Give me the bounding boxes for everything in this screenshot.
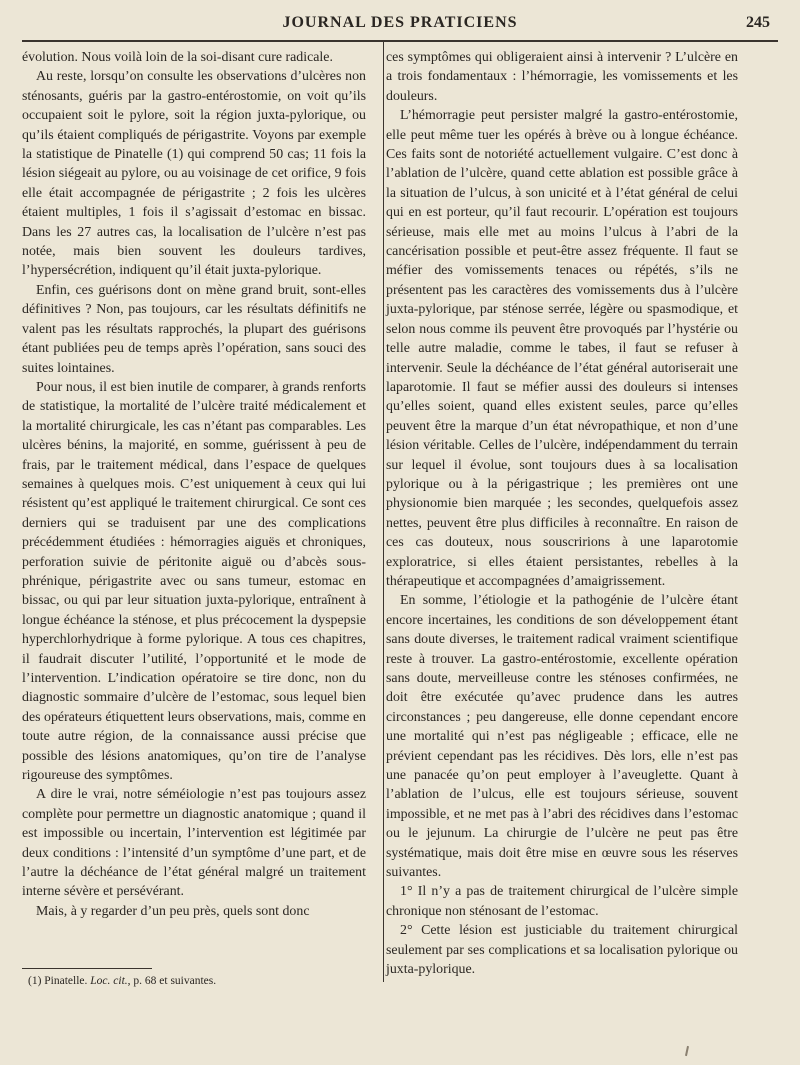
paragraph: Pour nous, il est bien inutile de comparer, à grands renforts de statistique, la mortalité de l’ulcère traité médicalement et la mortalité chirurgicale, les cas n’étant pas comparables. Les ulcères bénins, la majorité, en somme, guérissent à peu de frais, par le traitement médical, dans l’espace de quelques semaines à quelques mois. C’est uniquement à ceux qui lui résistent qu’est appliqué le traitement chirurgical. Ce sont ces derniers qui se traduisent par une des complications précédemment étudiées : hémorragies aiguës et chroniques, perforation suivie de péritonite aiguë ou d’abcès sous-phrénique, périgastrite avec ou sans tumeur, estomac en bissac, ou qui par leur situation juxta-pylorique, entraînent à longue échéance la sténose, et plus précocement la dyspepsie hyperchlorhydrique à forme pylorique. A tous ces chapitres, il faudrait discuter l’utilité, l’opportunité et le mode de l’intervention. L’indication opératoire se tire donc, non du diagnostic sommaire d’ulcère de l’estomac, sous lequel bien des opérateurs étiquettent leurs observations, mais, comme en toute autre région, de la connaissance aussi précise que possible des lésions anatomiques, qu’on tire de l’analyse rigoureuse des symptômes. bbox=[22, 379, 366, 784]
page-header bbox=[22, 10, 778, 38]
paragraph: Enfin, ces guérisons dont on mène grand bruit, sont-elles définitives ? Non, pas toujours, car les résultats définitifs ne valent pas les résultats rapprochés, la plupart des guérisons étant publiées peu de temps après l’opération, sans souci des suites lointaines. bbox=[22, 282, 366, 376]
right-column bbox=[386, 48, 738, 980]
paragraph: Au reste, lorsqu’on consulte les observations d’ulcères non sténosants, guéris par la gastro-entérostomie, on voit qu’ils occupaient soit le pylore, soit la région juxta-pylorique, ou qu’ils étaient compliqués de périgastrite. Voyons par exemple la statistique de Pinatelle (1) qui comprend 50 cas; 11 fois la lésion siégeait au pylore, ou au voisinage de cet orifice, 9 fois elle était accompagnée de périgastrite ; 2 fois les ulcères étaient multiples, 1 fois il s’agissait d’estomac en bissac. Dans les 27 autres cas, la localisation de l’ulcère n’est pas notée, mais bien souvent les douleurs tardives, l’hypersécrétion, indiquent qu’il était juxta-pylorique. bbox=[22, 69, 366, 279]
paragraph: évolution. Nous voilà loin de la soi-disant cure radicale. bbox=[22, 50, 333, 65]
footnote-marker: (1) Pinatelle. bbox=[28, 975, 88, 987]
footnote-rule bbox=[22, 968, 152, 969]
page-mark bbox=[685, 1046, 689, 1056]
left-column bbox=[22, 48, 366, 921]
column-divider bbox=[383, 42, 384, 982]
paragraph: A dire le vrai, notre séméiologie n’est pas toujours assez complète pour permettre un diagnostic anatomique ; quand il est impossible ou incertain, l’intervention est légitimée par deux conditions : l’intensité d’un symptôme d’une part, et de l’autre la déchéance de l’état général malgré un traitement interne sévère et persévérant. bbox=[22, 787, 366, 900]
paragraph: Mais, à y regarder d’un peu près, quels sont donc bbox=[36, 903, 310, 919]
page-number: 245 bbox=[746, 14, 770, 31]
paragraph: En somme, l’étiologie et la pathogénie de l’ulcère étant encore incertaines, les conditions de son développement étant sans doute diverses, le traitement radical vraiment scientifique reste à trouver. La gastro-entérostomie, excellente opération sans doute, merveilleuse contre les sténoses confirmées, ne doit être exécutée qu’avec prudence dans les autres circonstances ; peu dangereuse, elle donne cependant encore une mortalité qui n’est pas négligeable ; efficace, elle ne prévient cependant pas les récidives. Dès lors, elle n’est pas une panacée qu’on peut employer à l’aveuglette. Quant à l’ablation de l’ulcus, elle est toujours sérieuse, souvent impossible, et ne met pas à l’abri des récidives dans l’estomac ou le jejunum. La chirurgie de l’ulcère ne peut pas être systématique, mais doit être mise en œuvre sous les réserves suivantes. bbox=[386, 593, 738, 881]
paragraph: L’hémorragie peut persister malgré la gastro-entérostomie, elle peut même tuer les opérés à brève ou à longue échéance. Ces faits sont de notoriété actuellement vulgaire. C’est donc à l’ablation de l’ulcère, quand cette ablation est possible grâce à la situation de l’ulcus, à son unicité et à l’état général de celui qui en est porteur, qu’il faut recourir. L’opération est toujours sérieuse, mais elle met au moins l’ulcus à l’abri de la cancérisation possible et peut-être assez fréquente. Il faut se méfier des vomissements tenaces ou répétés, s’ils ne présentent pas les caractères des vomissements dus à l’ulcère juxta-pylorique, par sténose serrée, légère ou spasmodique, et selon nous comme ils peuvent être provoqués par l’hystérie ou telle autre maladie, comme le tabes, il faut se refuser à intervenir. Seule la déchéance de l’état général autoriserait une laparotomie. Il faut se méfier aussi des douleurs si intenses qu’elles soient, quand elles existent seules, parce qu’elles peuvent être la marque d’un état névropathique, et non d’une lésion véritable. Celles de l’ulcère, indépendamment du terrain sur lequel il évolue, sont toujours dues à sa localisation pylorique ou à la périgastrique ; les premières ont une physionomie bien marquée ; les secondes, quelquefois assez nettes, peuvent être plus difficiles à reconnaître. En raison de ces cas douteux, nous souscririons à une laparotomie exploratrice, si elles étaient persistantes, rebelles à la thérapeutique et accompagnées d’amaigrissement. bbox=[386, 108, 738, 589]
footnote bbox=[28, 974, 216, 988]
paragraph: ces symptômes qui obligeraient ainsi à intervenir ? L’ulcère en a trois fondamentaux : l’hémorragie, les vomissements et les douleurs. bbox=[386, 50, 738, 104]
paragraph: 2° Cette lésion est justiciable du traitement chirurgical seulement par ses complications et sa localisation pylorique ou juxta-pylorique. bbox=[386, 923, 738, 978]
paragraph: 1° Il n’y a pas de traitement chirurgical de l’ulcère simple chronique non sténosant de l’estomac. bbox=[386, 884, 738, 919]
header-rule bbox=[22, 40, 778, 42]
footnote-rest: , p. 68 et suivantes. bbox=[127, 975, 217, 987]
journal-title: JOURNAL DES PRATICIENS bbox=[282, 14, 518, 31]
footnote-source: Loc. cit. bbox=[90, 975, 128, 987]
